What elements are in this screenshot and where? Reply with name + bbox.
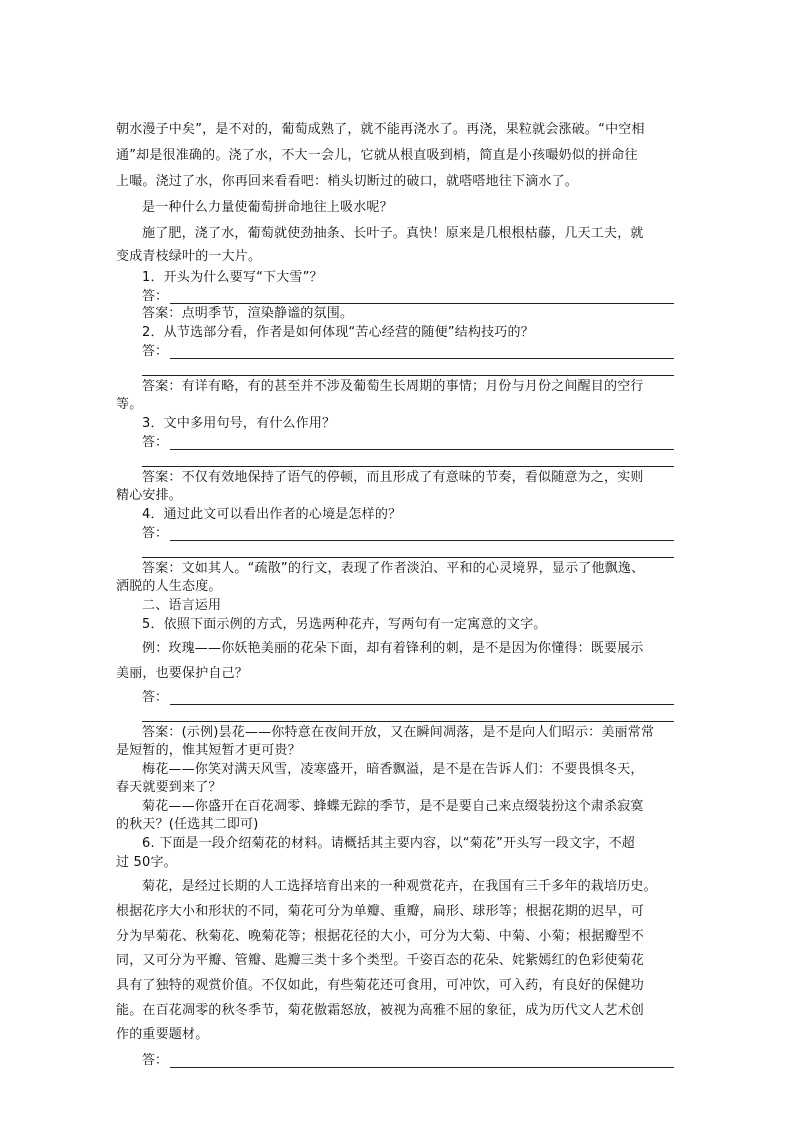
answer-line[interactable] xyxy=(170,540,674,541)
example-line: 例：玫瑰——你妖艳美丽的花朵下面，却有着锋利的刺，是不是因为你懂得：既要展示 xyxy=(142,641,644,656)
passage-line: 能。在百花凋零的秋冬季节，菊花傲霜怒放，被视为高雅不屈的象征，成为历代文人艺术创 xyxy=(116,1003,645,1018)
passage-line: 分为早菊花、秋菊花、晚菊花等；根据花径的大小，可分为大菊、中菊、小菊；根据瓣型不 xyxy=(116,929,645,944)
question-6: 6. 下面是一段介绍菊花的材料。请概括其主要内容，以“菊花”开头写一段文字，不超 xyxy=(142,836,636,851)
answer-2-cont: 等。 xyxy=(116,397,143,412)
passage-line: 同，又可分为平瓣、管瓣、匙瓣三类十多个类型。千姿百态的花朵、姹紫嫣红的色彩使菊花 xyxy=(116,953,645,968)
answer-1: 答案：点明季节，渲染静谧的氛围。 xyxy=(142,306,354,321)
answer-label: 答： xyxy=(142,1053,169,1068)
answer-5-cont: 梅花——你笑对满天风雪，凌寒盛开，暗香飘溢，是不是在告诉人们：不要畏惧冬天， xyxy=(142,762,644,777)
answer-line[interactable] xyxy=(142,721,674,722)
passage-line: 菊花，是经过长期的人工选择培育出来的一种观赏花卉，在我国有三千多年的栽培历史。 xyxy=(142,879,657,894)
answer-3: 答案：不仅有效地保持了语气的停顿，而且形成了有意味的节奏，看似随意为之，实则 xyxy=(142,470,644,485)
question-5: 5．依照下面示例的方式，另选两种花卉，写两句有一定寓意的文字。 xyxy=(142,617,547,632)
example-line: 美丽，也要保护自己？ xyxy=(116,666,249,681)
answer-line[interactable] xyxy=(170,1067,674,1068)
answer-line[interactable] xyxy=(142,557,674,558)
answer-2: 答案：有详有略，有的甚至并不涉及葡萄生长周期的事情；月份与月份之间醒目的空行 xyxy=(142,379,644,394)
answer-label: 答： xyxy=(142,289,169,304)
answer-4: 答案：文如其人。“疏散”的行文，表现了作者淡泊、平和的心灵境界，显示了他飘逸、 xyxy=(142,561,645,576)
answer-label: 答： xyxy=(142,526,169,541)
answer-label: 答： xyxy=(142,690,169,705)
question-2: 2．从节选部分看，作者是如何体现“苦心经营的随便”结构技巧的？ xyxy=(142,325,534,340)
passage-line: 根据花序大小和形状的不同，菊花可分为单瓣、重瓣，扁形、球形等；根据花期的迟早，可 xyxy=(116,904,645,919)
question-4: 4．通过此文可以看出作者的心境是怎样的？ xyxy=(142,507,402,522)
answer-line[interactable] xyxy=(142,375,674,376)
answer-line[interactable] xyxy=(170,449,674,450)
answer-5: 答案：(示例)昙花——你特意在夜间开放，又在瞬间凋落，是不是向人们昭示：美丽常常 xyxy=(142,725,655,740)
answer-line[interactable] xyxy=(170,704,674,705)
passage-line: 上嘬。浇过了水，你再回来看看吧：梢头切断过的破口，就嗒嗒地往下滴水了。 xyxy=(116,174,579,189)
passage-line: 变成青枝绿叶的一大片。 xyxy=(116,249,262,264)
passage-line: 是一种什么力量使葡萄拼命地往上吸水呢？ xyxy=(142,200,393,215)
answer-5-cont: 菊花——你盛开在百花凋零、蜂蝶无踪的季节，是不是要自己来点缀装扮这个肃杀寂寞 xyxy=(142,799,644,814)
passage-line: 作的重要题材。 xyxy=(116,1027,209,1042)
passage-line: 通”却是很准确的。浇了水，不大一会儿，它就从根直吸到梢，简直是小孩嘬奶似的拼命往 xyxy=(116,148,638,163)
question-1: 1．开头为什么要写“下大雪”？ xyxy=(142,270,323,285)
answer-line[interactable] xyxy=(142,466,674,467)
answer-4-cont: 洒脱的人生态度。 xyxy=(116,579,222,594)
passage-line: 施了肥，浇了水，葡萄就使劲抽条、长叶子。真快！原来是几根根枯藤，几天工夫，就 xyxy=(142,226,644,241)
answer-line[interactable] xyxy=(170,358,674,359)
section-title: 二、语言运用 xyxy=(142,598,222,613)
passage-line: 具有了独特的观赏价值。不仅如此，有些菊花还可食用，可冲饮，可入药，有良好的保健功 xyxy=(116,978,645,993)
answer-label: 答： xyxy=(142,344,169,359)
answer-3-cont: 精心安排。 xyxy=(116,488,183,503)
answer-line[interactable] xyxy=(170,303,674,304)
question-3: 3．文中多用句号，有什么作用？ xyxy=(142,416,336,431)
passage-line: 朝水漫子中矣”，是不对的，葡萄成熟了，就不能再浇水了。再浇，果粒就会涨破。“中空相 xyxy=(116,122,645,137)
answer-5-cont: 的秋天？(任选其二即可) xyxy=(116,817,259,832)
answer-label: 答： xyxy=(142,435,169,450)
question-6-cont: 过 50字。 xyxy=(116,855,177,870)
answer-5-cont: 是短暂的，惟其短暂才更可贵？ xyxy=(116,743,301,758)
answer-5-cont: 春天就要到来了？ xyxy=(116,780,222,795)
